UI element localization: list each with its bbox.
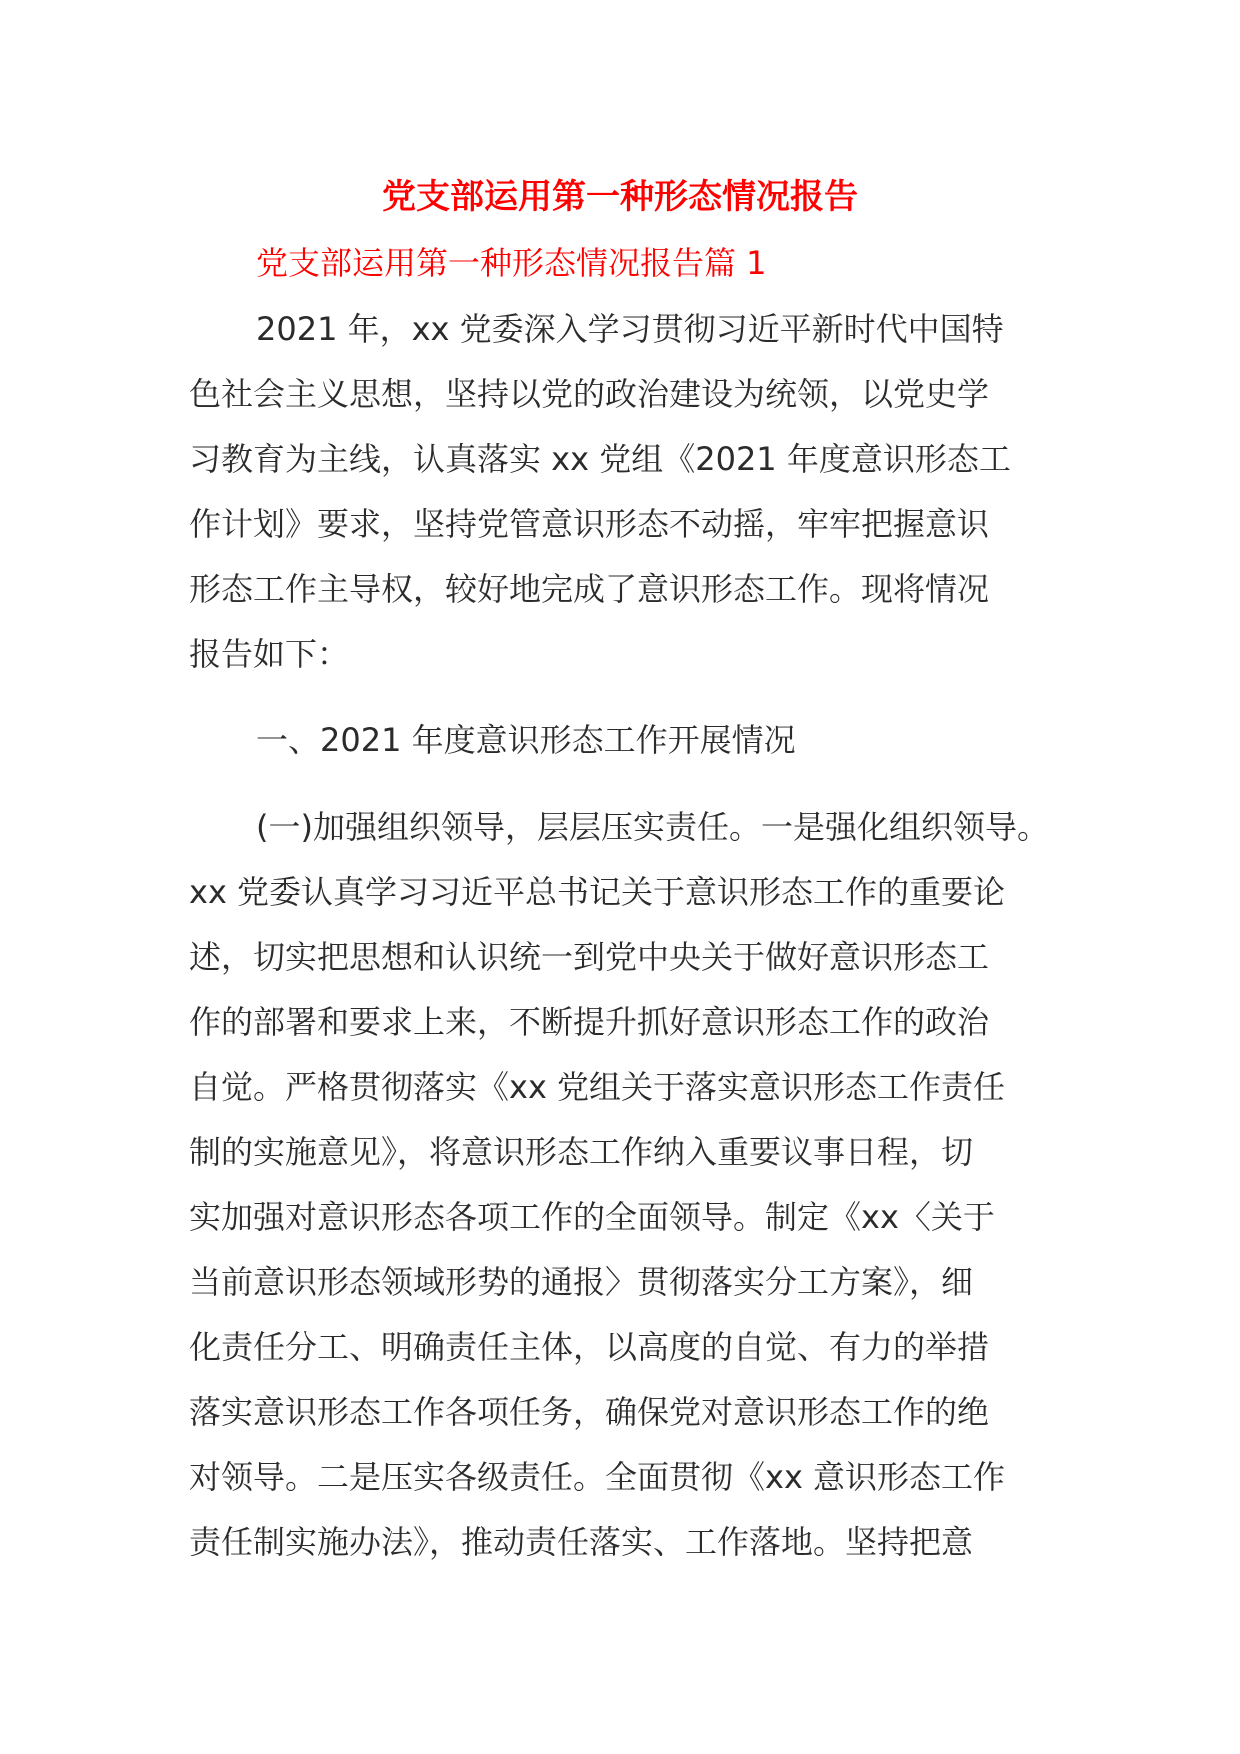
paragraph-line: 当前意识形态领域形势的通报〉贯彻落实分工方案》，细 [189,1263,974,1301]
paragraph-line: 色社会主义思想，坚持以党的政治建设为统领，以党史学 [189,375,990,413]
paragraph-line: 对领导。二是压实各级责任。全面贯彻《xx 意识形态工作 [189,1458,1006,1496]
paragraph-line: 2021 年，xx 党委深入学习贯彻习近平新时代中国特 [256,310,1004,348]
document-title: 党支部运用第一种形态情况报告 [382,177,858,217]
paragraph-line: 化责任分工、明确责任主体，以高度的自觉、有力的举措 [189,1328,990,1366]
paragraph-line: 实加强对意识形态各项工作的全面领导。制定《xx〈关于 [189,1198,995,1236]
paragraph-line: 自觉。严格贯彻落实《xx 党组关于落实意识形态工作责任 [189,1068,1006,1106]
section-heading: 一、2021 年度意识形态工作开展情况 [256,721,796,759]
paragraph-line: 报告如下： [189,635,350,673]
paragraph-line: xx 党委认真学习习近平总书记关于意识形态工作的重要论 [189,873,1006,911]
document-subtitle: 党支部运用第一种形态情况报告篇 1 [256,244,767,282]
paragraph-line: (一)加强组织领导，层层压实责任。一是强化组织领导。 [256,808,1049,846]
paragraph-line: 制的实施意见》，将意识形态工作纳入重要议事日程，切 [189,1133,974,1171]
paragraph-line: 作计划》要求，坚持党管意识形态不动摇，牢牢把握意识 [189,505,990,543]
paragraph-line: 责任制实施办法》，推动责任落实、工作落地。坚持把意 [189,1523,974,1561]
paragraph-line: 习教育为主线，认真落实 xx 党组《2021 年度意识形态工 [189,440,1011,478]
paragraph-line: 落实意识形态工作各项任务，确保党对意识形态工作的绝 [189,1393,990,1431]
paragraph-line: 述，切实把思想和认识统一到党中央关于做好意识形态工 [189,938,990,976]
paragraph-line: 作的部署和要求上来，不断提升抓好意识形态工作的政治 [189,1003,990,1041]
paragraph-line: 形态工作主导权，较好地完成了意识形态工作。现将情况 [189,570,990,608]
